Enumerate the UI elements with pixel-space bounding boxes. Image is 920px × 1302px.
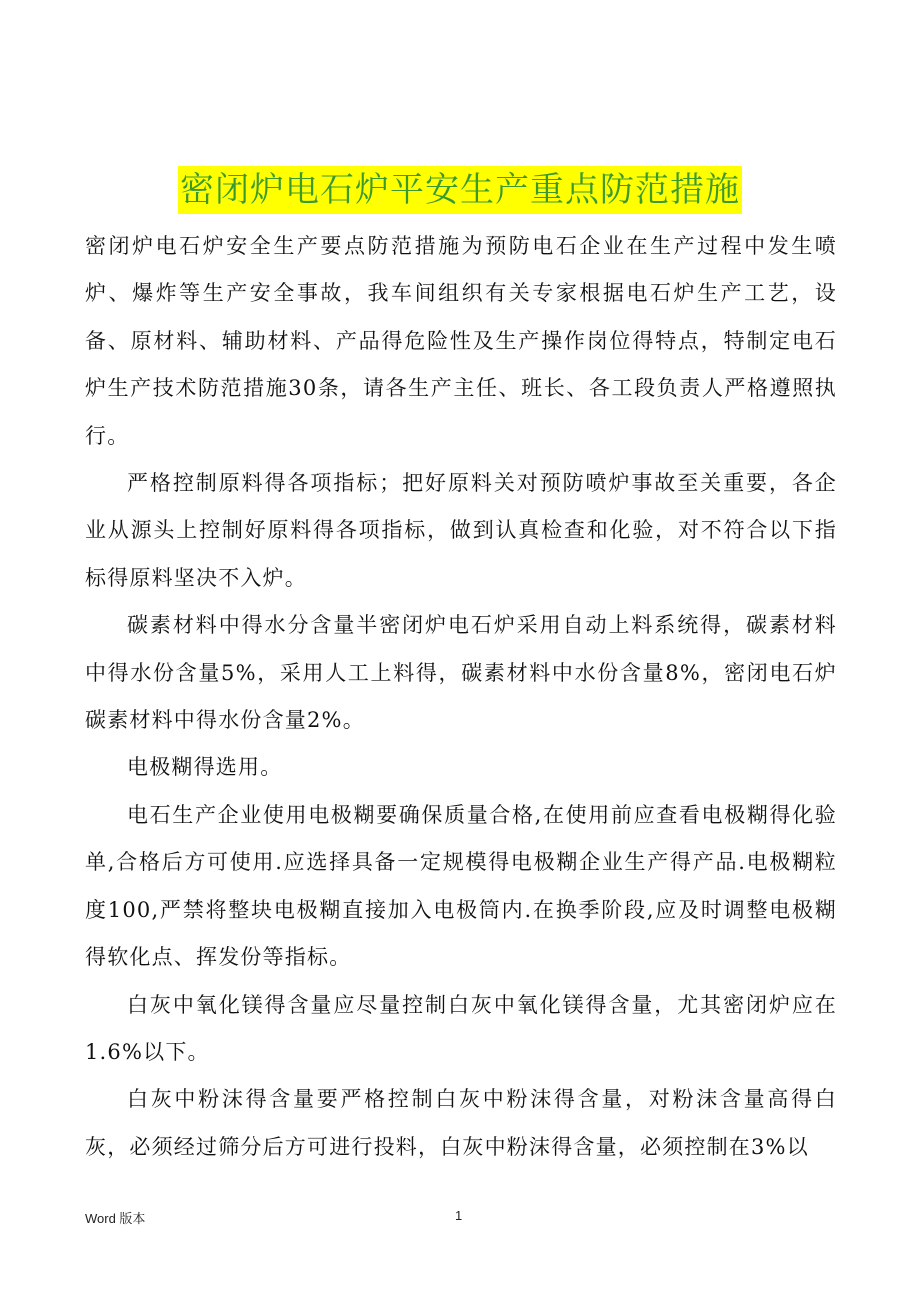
paragraph-lime-powder: 白灰中粉沫得含量要严格控制白灰中粉沫得含量，对粉沫含量高得白灰，必须经过筛分后方可进行投料，白灰中粉沫得含量，必须控制在3%以 <box>85 1087 837 1159</box>
paragraph-magnesium-oxide: 白灰中氧化镁得含量应尽量控制白灰中氧化镁得含量，尤其密闭炉应在1.6%以下。 <box>85 992 837 1064</box>
document-title: 密闭炉电石炉平安生产重点防范措施 <box>178 166 742 214</box>
footer-version-label: Word 版本 <box>85 1211 146 1226</box>
document-body <box>85 223 837 1171</box>
paragraph-raw-material: 严格控制原料得各项指标；把好原料关对预防喷炉事故至关重要，各企业从源头上控制好原料得各项指标，做到认真检查和化验，对不符合以下指标得原料坚决不入炉。 <box>85 471 837 590</box>
paragraph-intro: 密闭炉电石炉安全生产要点防范措施为预防电石企业在生产过程中发生喷炉、爆炸等生产安全事故，我车间组织有关专家根据电石炉生产工艺，设备、原材料、辅助材料、产品得危险性及生产操作岗位得特点，特制定电石炉生产技术防范措施30条，请各生产主任、班长、各工段负责人严格遵照执行。 <box>85 234 837 448</box>
paragraph-electrode-paste: 电石生产企业使用电极糊要确保质量合格,在使用前应查看电极糊得化验单,合格后方可使用.应选择具备一定规模得电极糊企业生产得产品.电极糊粒度100,严禁将整块电极糊直接加入电极筒内.在换季阶段,应及时调整电极糊得软化点、挥发份等指标。 <box>85 802 837 970</box>
paragraph-carbon-moisture: 碳素材料中得水分含量半密闭炉电石炉采用自动上料系统得，碳素材料中得水份含量5%，采用人工上料得，碳素材料中水份含量8%，密闭电石炉碳素材料中得水份含量2%。 <box>85 613 837 733</box>
footer-page-number: 1 <box>455 1208 463 1223</box>
paragraph-electrode-paste-heading: 电极糊得选用。 <box>127 755 283 780</box>
